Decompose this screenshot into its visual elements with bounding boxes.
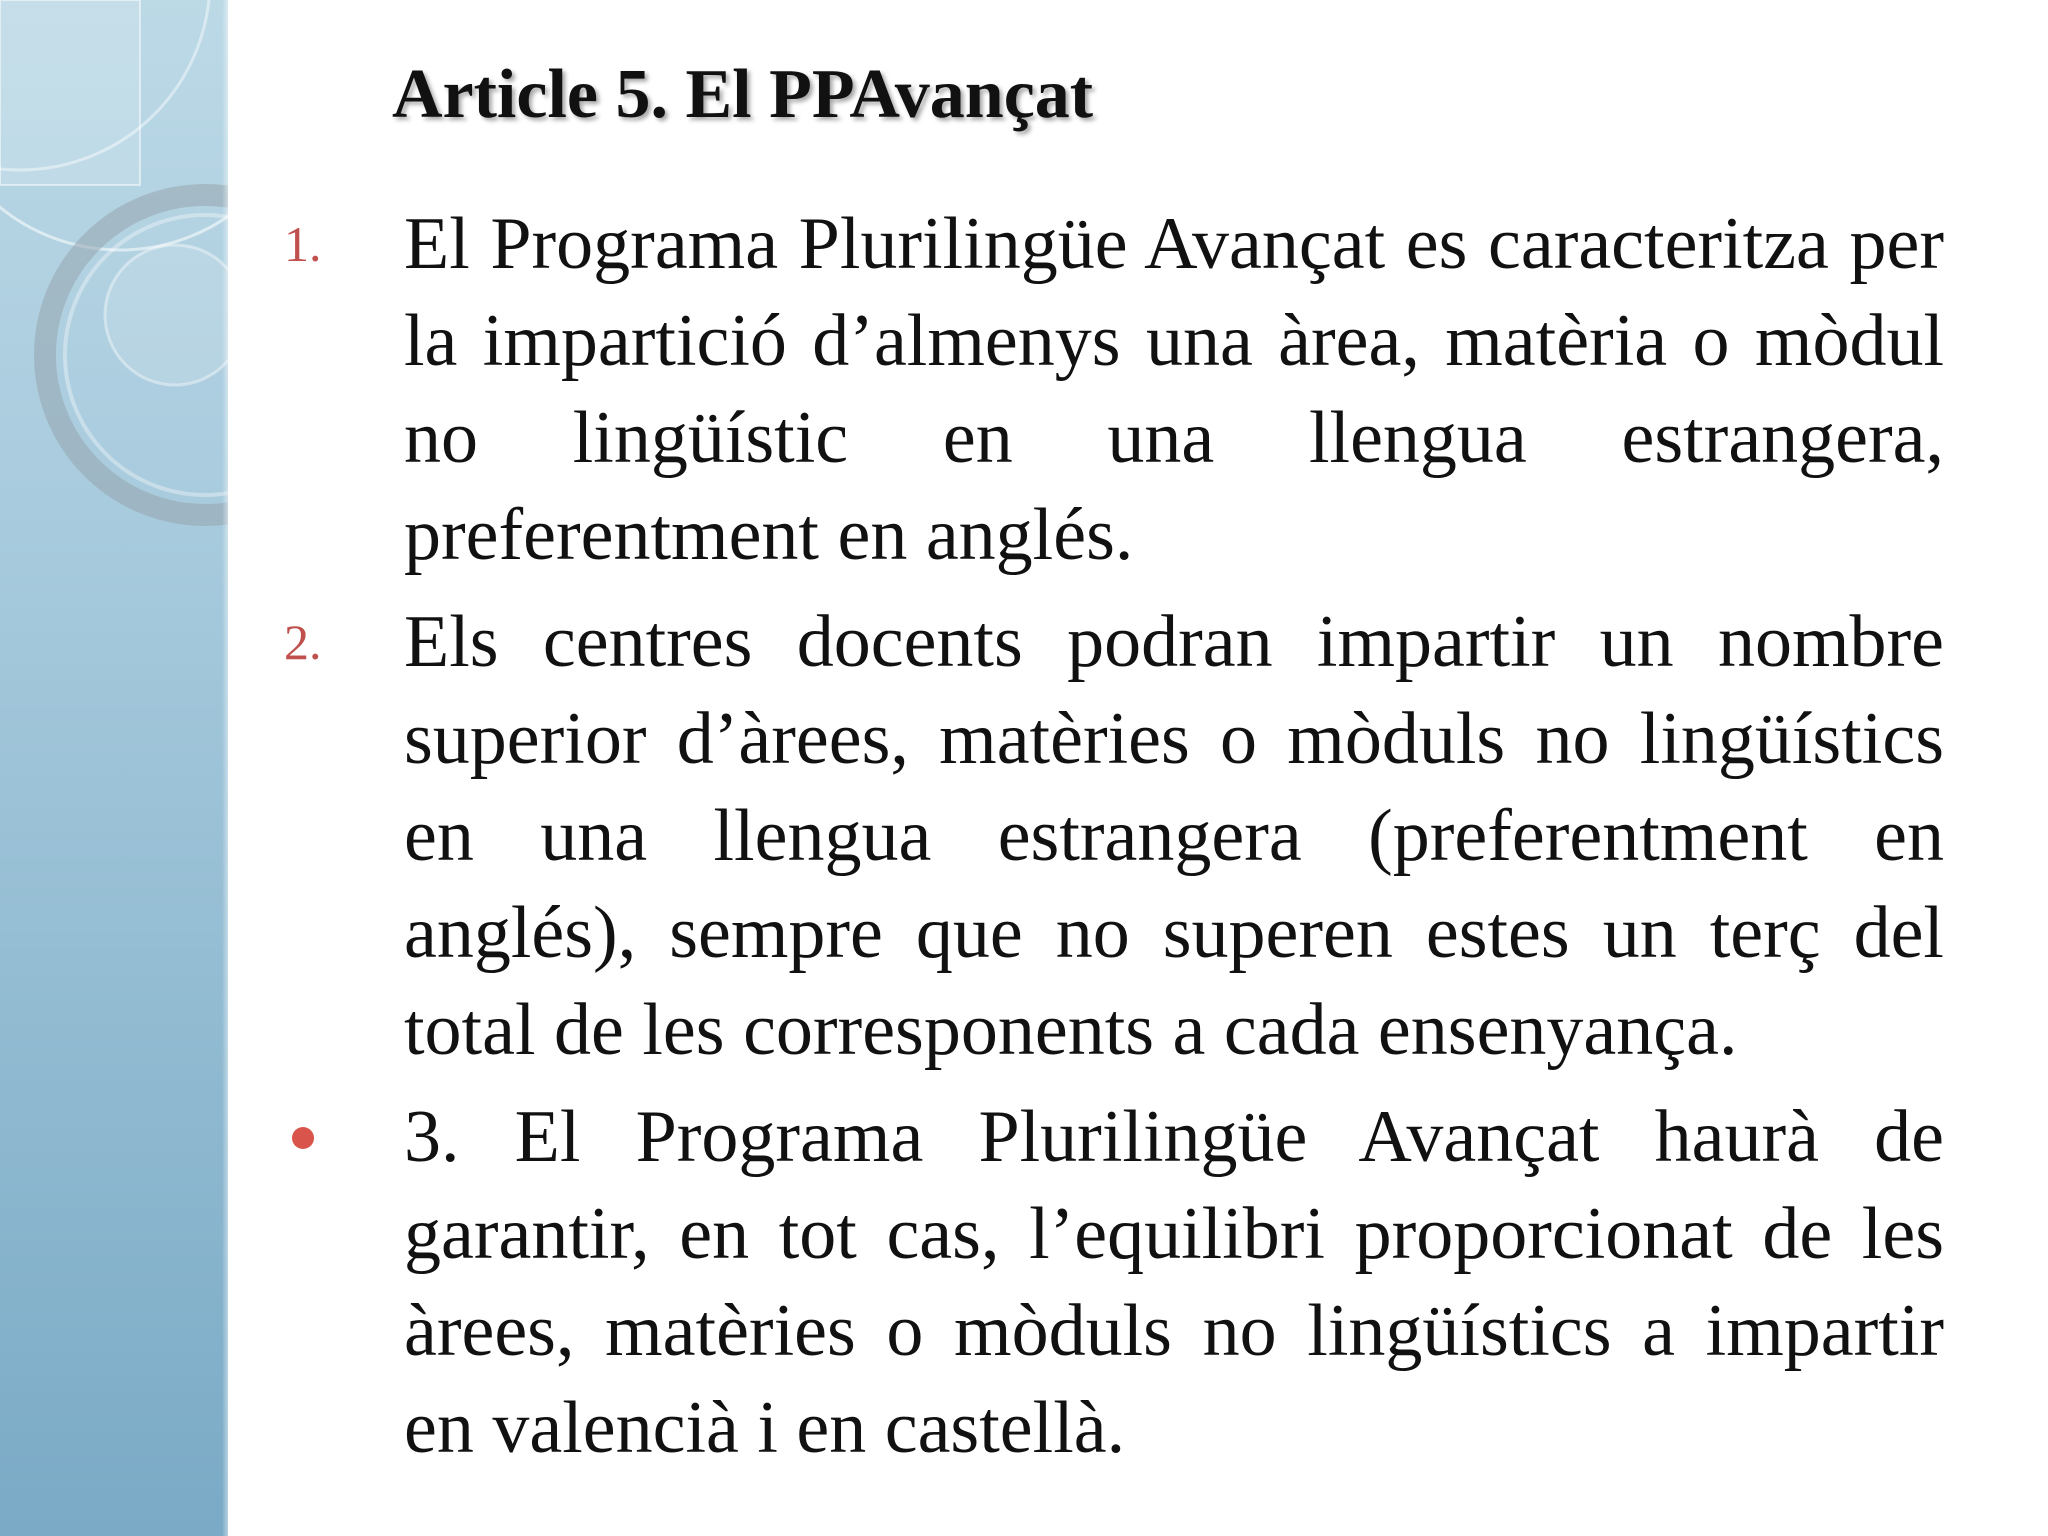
decorative-rings-icon	[0, 0, 228, 1536]
list-item	[284, 1089, 1944, 1477]
decorative-side-panel	[0, 0, 228, 1536]
list-item	[284, 594, 1944, 1079]
bullet-dot-icon	[292, 1127, 314, 1149]
slide-title: Article 5. El PPAvançat	[392, 56, 1094, 133]
article-item-list	[284, 196, 1944, 1487]
item-text: 3. El Programa Plurilingüe Avançat haurà de garantir, en tot cas, l’equilibri proporcionat de les àrees, matèries o mòduls no lingüístics a impartir en valencià i en castellà.	[404, 1096, 1944, 1469]
item-text: El Programa Plurilingüe Avançat es caracteritza per la impartició d’almenys una àrea, matèria o mòdul no lingüístic en una llengua estrangera, preferentment en anglés.	[404, 203, 1944, 576]
item-text: Els centres docents podran impartir un nombre superior d’àrees, matèries o mòduls no lingüístics en una llengua estrangera (preferentment en anglés), sempre que no superen estes un terç del total de les corresponents a cada ensenyança.	[404, 601, 1944, 1071]
item-number: 2.	[284, 614, 322, 670]
list-item	[284, 196, 1944, 584]
item-number: 1.	[284, 216, 322, 272]
